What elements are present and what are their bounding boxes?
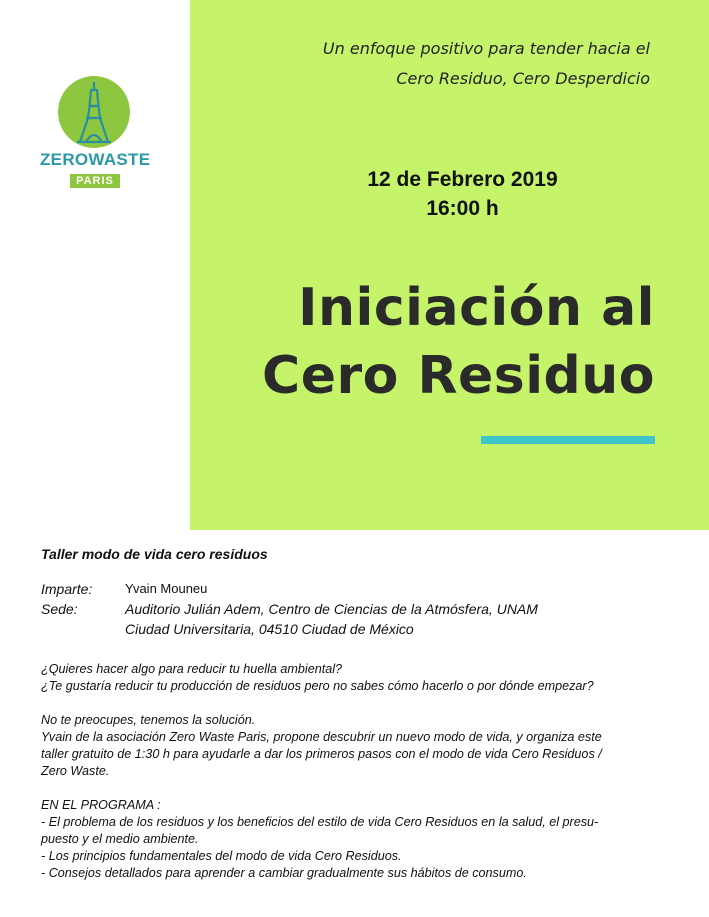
solution-paragraph bbox=[41, 712, 681, 780]
venue-row bbox=[41, 599, 681, 639]
tagline bbox=[190, 34, 650, 94]
title-line-2: Cero Residuo bbox=[262, 346, 655, 406]
program-item-1-line-2: puesto y el medio ambiente. bbox=[41, 832, 199, 846]
program-paragraph bbox=[41, 797, 681, 882]
page-title bbox=[190, 274, 655, 410]
title-line-1: Iniciación al bbox=[298, 278, 655, 338]
solution-line-2: Yvain de la asociación Zero Waste Paris, propone descubrir un nuevo modo de vida, y organiza este bbox=[41, 730, 602, 744]
logo-word-zero: ZERO bbox=[40, 150, 89, 169]
solution-line-4: Zero Waste. bbox=[41, 764, 110, 778]
workshop-title: Taller modo de vida cero residuos bbox=[41, 546, 268, 562]
tagline-line-1: Un enfoque positivo para tender hacia el bbox=[322, 39, 650, 58]
program-heading: EN EL PROGRAMA : bbox=[41, 798, 161, 812]
event-datetime bbox=[300, 165, 625, 223]
questions-paragraph bbox=[41, 661, 681, 695]
event-date: 12 de Febrero 2019 bbox=[367, 168, 558, 191]
event-time: 16:00 h bbox=[426, 197, 499, 220]
venue-label: Sede: bbox=[41, 601, 78, 617]
question-2: ¿Te gustaría reducir tu producción de residuos pero no sabes cómo hacerlo o por dónde empezar? bbox=[41, 679, 594, 693]
program-item-2: - Los principios fundamentales del modo de vida Cero Residuos. bbox=[41, 849, 402, 863]
venue-line-1: Auditorio Julián Adem, Centro de Ciencias de la Atmósfera, UNAM bbox=[125, 601, 538, 617]
program-item-1-line-1: - El problema de los residuos y los beneficios del estilo de vida Cero Residuos en la salud, el presu- bbox=[41, 815, 599, 829]
venue-line-2: Ciudad Universitaria, 04510 Ciudad de México bbox=[125, 621, 414, 637]
title-accent-bar bbox=[481, 436, 655, 444]
solution-line-3: taller gratuito de 1:30 h para ayudarle a dar los primeros pasos con el modo de vida Cero Residuos / bbox=[41, 747, 602, 761]
program-item-3: - Consejos detallados para aprender a cambiar gradualmente sus hábitos de consumo. bbox=[41, 866, 527, 880]
solution-line-1: No te preocupes, tenemos la solución. bbox=[41, 713, 256, 727]
tagline-line-2: Cero Residuo, Cero Desperdicio bbox=[396, 69, 650, 88]
speaker-row bbox=[41, 579, 681, 599]
zero-waste-paris-logo bbox=[40, 76, 150, 196]
eiffel-tower-icon bbox=[58, 76, 130, 148]
event-description bbox=[41, 546, 681, 882]
question-1: ¿Quieres hacer algo para reducir tu huella ambiental? bbox=[41, 662, 343, 676]
speaker-label: Imparte: bbox=[41, 581, 93, 597]
logo-wordmark bbox=[40, 150, 150, 170]
logo-word-waste: WASTE bbox=[88, 150, 151, 169]
speaker-name: Yvain Mouneu bbox=[125, 581, 208, 596]
venue-address bbox=[125, 599, 538, 639]
logo-city-badge: PARIS bbox=[70, 174, 120, 188]
